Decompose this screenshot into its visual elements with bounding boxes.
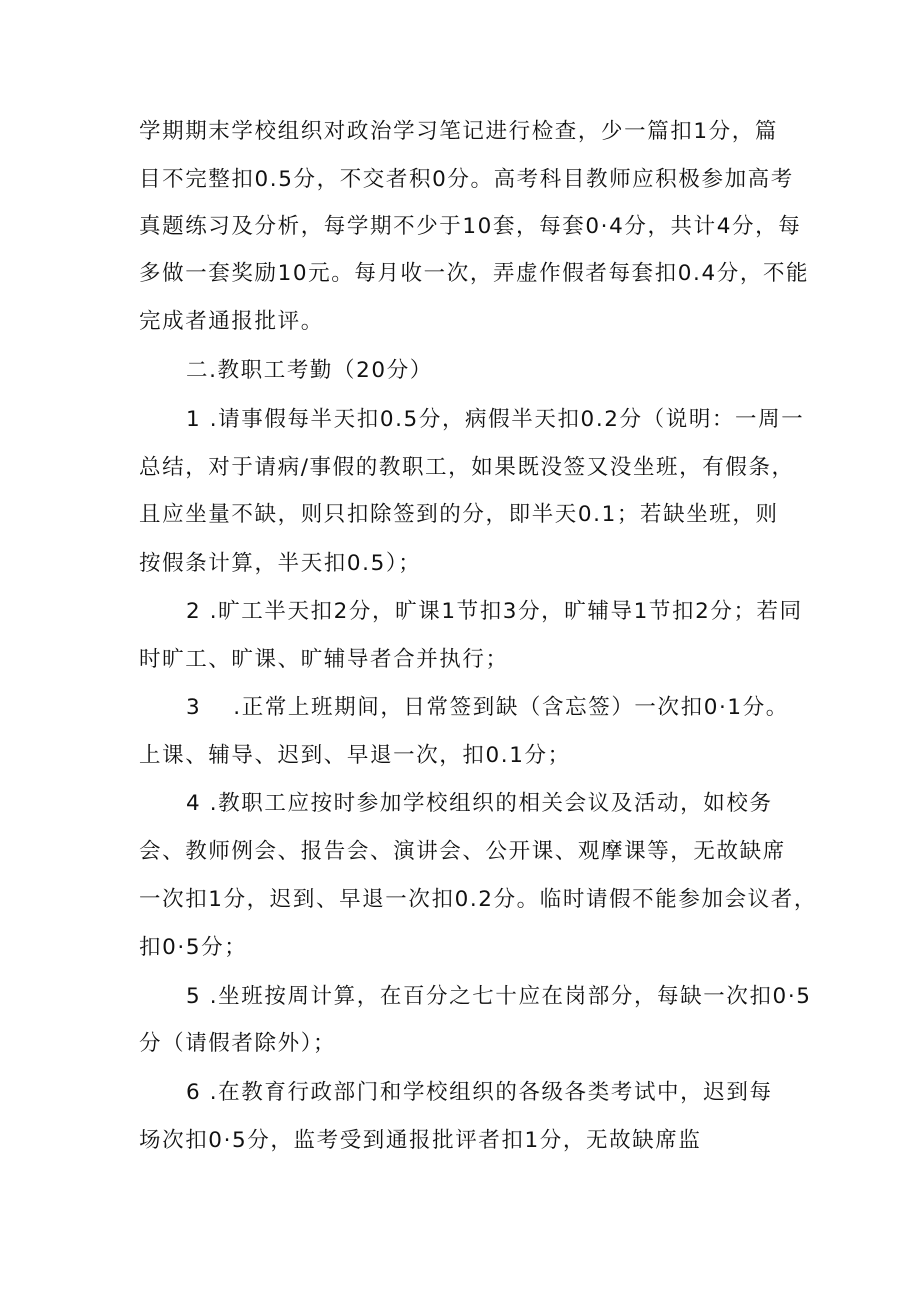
text-line: 6 .在教育行政部门和学校组织的各级各类考试中，迟到每 bbox=[186, 1080, 773, 1105]
item-number: 3 bbox=[186, 695, 202, 720]
text-line: 一次扣1分，迟到、早退一次扣0.2分。临时请假不能参加会议者， bbox=[139, 887, 817, 912]
text-line: 场次扣0·5分，监考受到通报批评者扣1分，无故缺席监 bbox=[139, 1128, 702, 1153]
text-line: 会、教师例会、报告会、演讲会、公开课、观摩课等，无故缺席 bbox=[139, 839, 786, 864]
text-line: 时旷工、旷课、旷辅导者合并执行； bbox=[139, 647, 509, 672]
text-line bbox=[186, 688, 789, 728]
item-text: .正常上班期间，日常签到缺（含忘签）一次扣0·1分。 bbox=[233, 695, 789, 720]
text-line: 2 .旷工半天扣2分，旷课1节扣3分，旷辅导1节扣2分；若同 bbox=[186, 599, 803, 624]
text-line: 按假条计算，半天扣0.5）； bbox=[139, 551, 422, 576]
text-line: 学期期末学校组织对政治学习笔记进行检查，少一篇扣1分，篇 bbox=[139, 119, 778, 144]
text-line: 扣0·5分； bbox=[139, 935, 248, 960]
text-line: 完成者通报批评。 bbox=[139, 309, 324, 334]
text-line: 上课、辅导、迟到、早退一次，扣0.1分； bbox=[139, 743, 571, 768]
text-line: 5 .坐班按周计算，在百分之七十应在岗部分，每缺一次扣0·5 bbox=[186, 984, 812, 1009]
text-line: 且应坐量不缺，则只扣除签到的分，即半天0.1；若缺坐班，则 bbox=[139, 502, 779, 527]
text-line: 1 .请事假每半天扣0.5分，病假半天扣0.2分（说明：一周一 bbox=[186, 407, 805, 432]
section-heading: 二.教职工考勤（20分） bbox=[186, 358, 433, 383]
text-line: 分（请假者除外）； bbox=[139, 1031, 337, 1056]
text-line: 多做一套奖励10元。每月收一次，弄虚作假者每套扣0.4分，不能 bbox=[139, 261, 810, 286]
text-line: 总结，对于请病/事假的教职工，如果既没签又没坐班，有假条， bbox=[139, 455, 795, 480]
text-line: 4 .教职工应按时参加学校组织的相关会议及活动，如校务 bbox=[186, 791, 773, 816]
text-line: 真题练习及分析，每学期不少于10套，每套0·4分，共计4分，每 bbox=[139, 214, 802, 239]
text-line: 目不完整扣0.5分，不交者积0分。高考科目教师应积极参加高考 bbox=[139, 167, 794, 192]
